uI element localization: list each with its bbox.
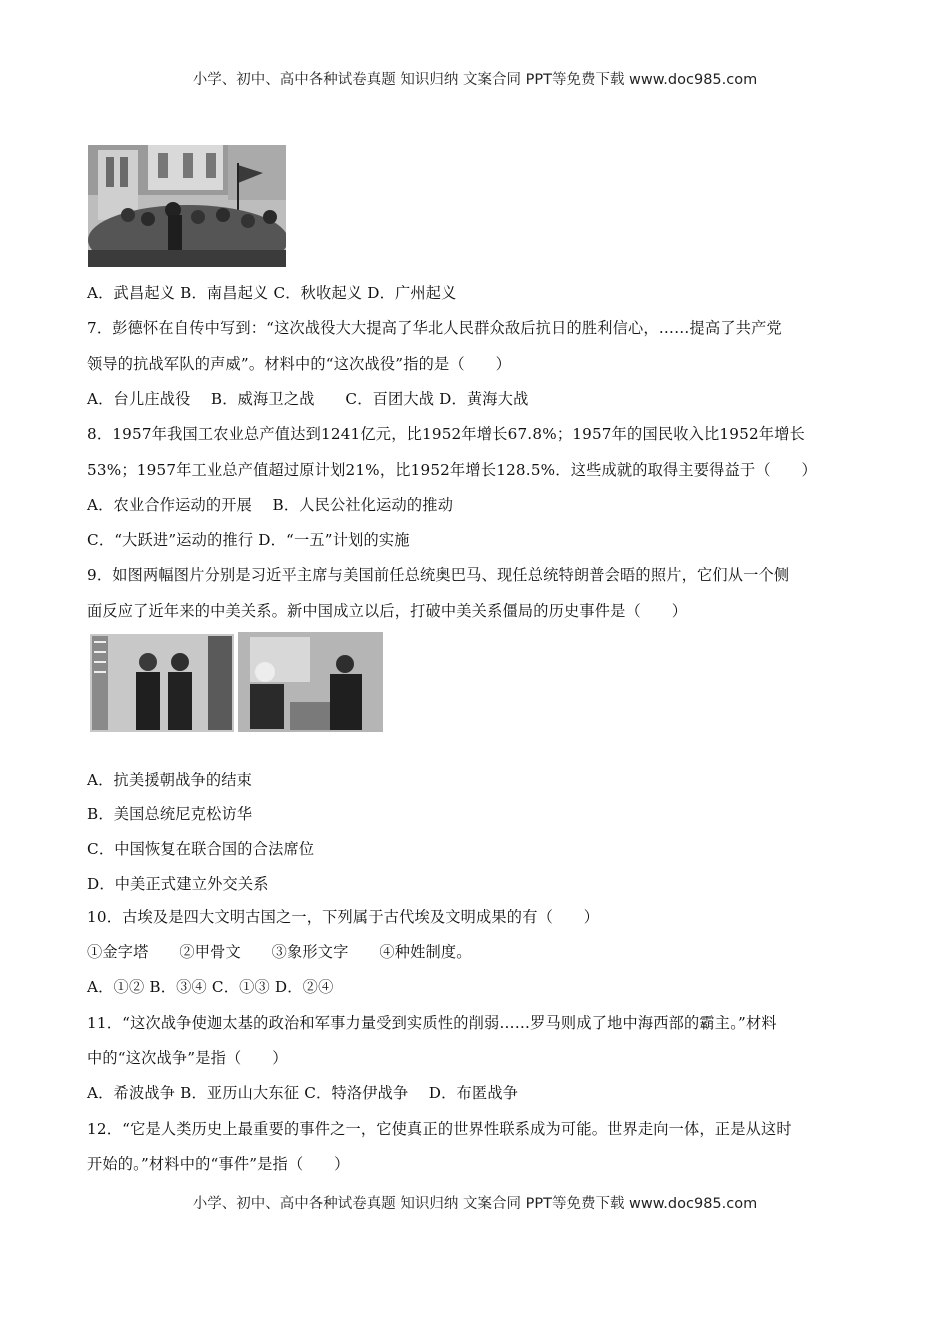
q9-stem-line2: 面反应了近年来的中美关系。新中国成立以后，打破中美关系僵局的历史事件是（ ） bbox=[87, 602, 688, 620]
q9-stem-line1: 9．如图两幅图片分别是习近平主席与美国前任总统奥巴马、现任总统特朗普会晤的照片，它们从一个侧 bbox=[87, 566, 790, 584]
q6-options: A．武昌起义 B．南昌起义 C．秋收起义 D．广州起义 bbox=[87, 284, 457, 302]
q8-stem-line1: 8．1957年我国工农业总产值达到1241亿元，比1952年增长67.8%；1957年的国民收入比1952年增长 bbox=[87, 425, 805, 443]
q8-options-line2: C．“大跃进”运动的推行 D．“一五”计划的实施 bbox=[87, 531, 410, 549]
q10-options: A．①② B．③④ C．①③ D．②④ bbox=[87, 978, 334, 996]
q9-option-a: A．抗美援朝战争的结束 bbox=[87, 771, 253, 789]
q8-stem-line2: 53%；1957年工业总产值超过原计划21%，比1952年增长128.5%．这些成就的取得主要得益于（ ） bbox=[87, 461, 817, 479]
q7-options: A．台儿庄战役 B．威海卫之战 C．百团大战 D．黄海大战 bbox=[87, 390, 529, 408]
q9-option-c: C．中国恢复在联合国的合法席位 bbox=[87, 840, 315, 858]
q10-stem: 10．古埃及是四大文明古国之一，下列属于古代埃及文明成果的有（ ） bbox=[87, 908, 600, 926]
q7-stem-line1: 7．彭德怀在自传中写到：“这次战役大大提高了华北人民群众敌后抗日的胜利信心，……提高了共产党 bbox=[87, 319, 782, 337]
q9-option-b: B．美国总统尼克松访华 bbox=[87, 805, 253, 823]
uprising-photo bbox=[88, 145, 286, 267]
q11-stem-line1: 11．“这次战争使迦太基的政治和军事力量受到实质性的削弱……罗马则成了地中海西部的霸主。”材料 bbox=[87, 1014, 777, 1032]
page-footer: 小学、初中、高中各种试卷真题 知识归纳 文案合同 PPT等免费下载 www.doc985.com bbox=[192, 1196, 758, 1212]
q11-stem-line2: 中的“这次战争”是指（ ） bbox=[87, 1049, 288, 1067]
q12-stem-line2: 开始的。”材料中的“事件”是指（ ） bbox=[87, 1155, 350, 1173]
q7-stem-line2: 领导的抗战军队的声威”。材料中的“这次战役”指的是（ ） bbox=[87, 355, 511, 373]
page-header: 小学、初中、高中各种试卷真题 知识归纳 文案合同 PPT等免费下载 www.doc985.com bbox=[192, 72, 758, 88]
q10-items: ①金字塔 ②甲骨文 ③象形文字 ④种姓制度。 bbox=[87, 943, 472, 961]
q12-stem-line1: 12．“它是人类历史上最重要的事件之一，它使真正的世界性联系成为可能。世界走向一体，正是从这时 bbox=[87, 1120, 792, 1138]
meeting-photos bbox=[90, 632, 383, 734]
q8-options-line1: A．农业合作运动的开展 B．人民公社化运动的推动 bbox=[87, 496, 454, 514]
q9-option-d: D．中美正式建立外交关系 bbox=[87, 875, 269, 893]
q11-options: A．希波战争 B．亚历山大东征 C．特洛伊战争 D．布匿战争 bbox=[87, 1084, 519, 1102]
